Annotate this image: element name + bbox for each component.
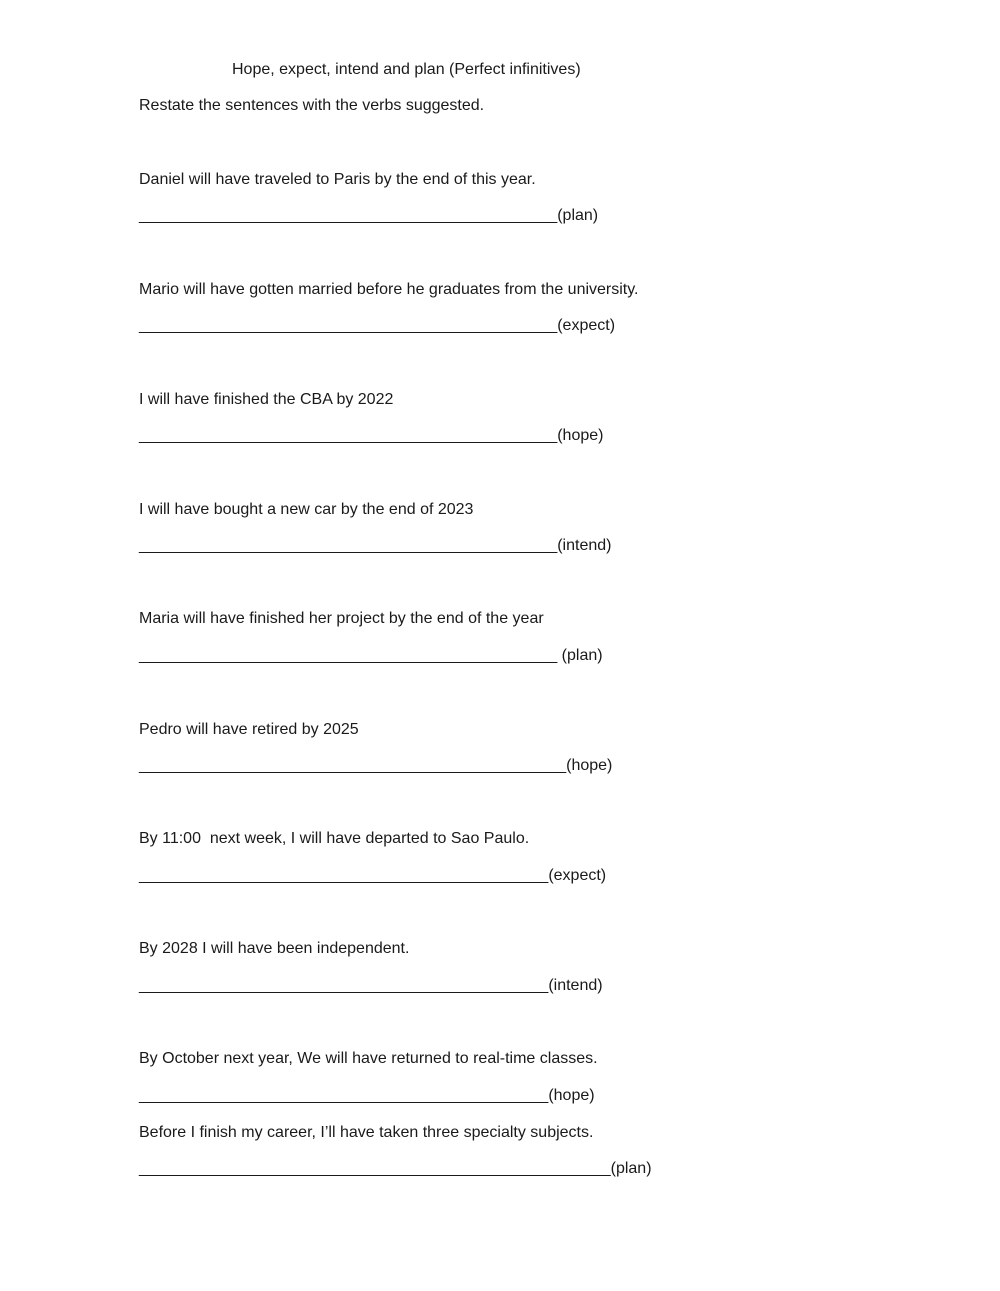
answer-line[interactable]: _______________________________________________(plan) <box>139 207 599 224</box>
exercise-sentence: By October next year, We will have returned to real-time classes. <box>139 1050 598 1067</box>
exercise-sentence: Maria will have finished her project by the end of the year <box>139 610 544 627</box>
exercise-sentence: Pedro will have retired by 2025 <box>139 721 359 738</box>
answer-line[interactable]: _______________________________________________(expect) <box>139 317 616 334</box>
answer-line[interactable]: ______________________________________________(intend) <box>139 977 603 994</box>
answer-line[interactable]: ________________________________________________(hope) <box>139 757 613 774</box>
answer-line[interactable]: _______________________________________________(intend) <box>139 537 612 554</box>
exercise-sentence: Before I finish my career, I’ll have taken three specialty subjects. <box>139 1124 594 1141</box>
answer-line[interactable]: _____________________________________________________(plan) <box>139 1160 652 1177</box>
exercise-sentence: By 2028 I will have been independent. <box>139 940 410 957</box>
answer-line[interactable]: ______________________________________________(expect) <box>139 867 607 884</box>
exercise-sentence: I will have finished the CBA by 2022 <box>139 391 394 408</box>
exercise-sentence: By 11:00 next week, I will have departed to Sao Paulo. <box>139 830 530 847</box>
answer-line[interactable]: _______________________________________________(hope) <box>139 427 604 444</box>
exercise-sentence: I will have bought a new car by the end of 2023 <box>139 501 474 518</box>
instructions: Restate the sentences with the verbs suggested. <box>139 97 485 114</box>
answer-line[interactable]: ______________________________________________(hope) <box>139 1087 595 1104</box>
answer-line[interactable]: _______________________________________________ (plan) <box>139 647 603 664</box>
worksheet-title: Hope, expect, intend and plan (Perfect infinitives) <box>232 61 581 78</box>
exercise-sentence: Daniel will have traveled to Paris by the end of this year. <box>139 171 536 188</box>
exercise-sentence: Mario will have gotten married before he graduates from the university. <box>139 281 639 298</box>
